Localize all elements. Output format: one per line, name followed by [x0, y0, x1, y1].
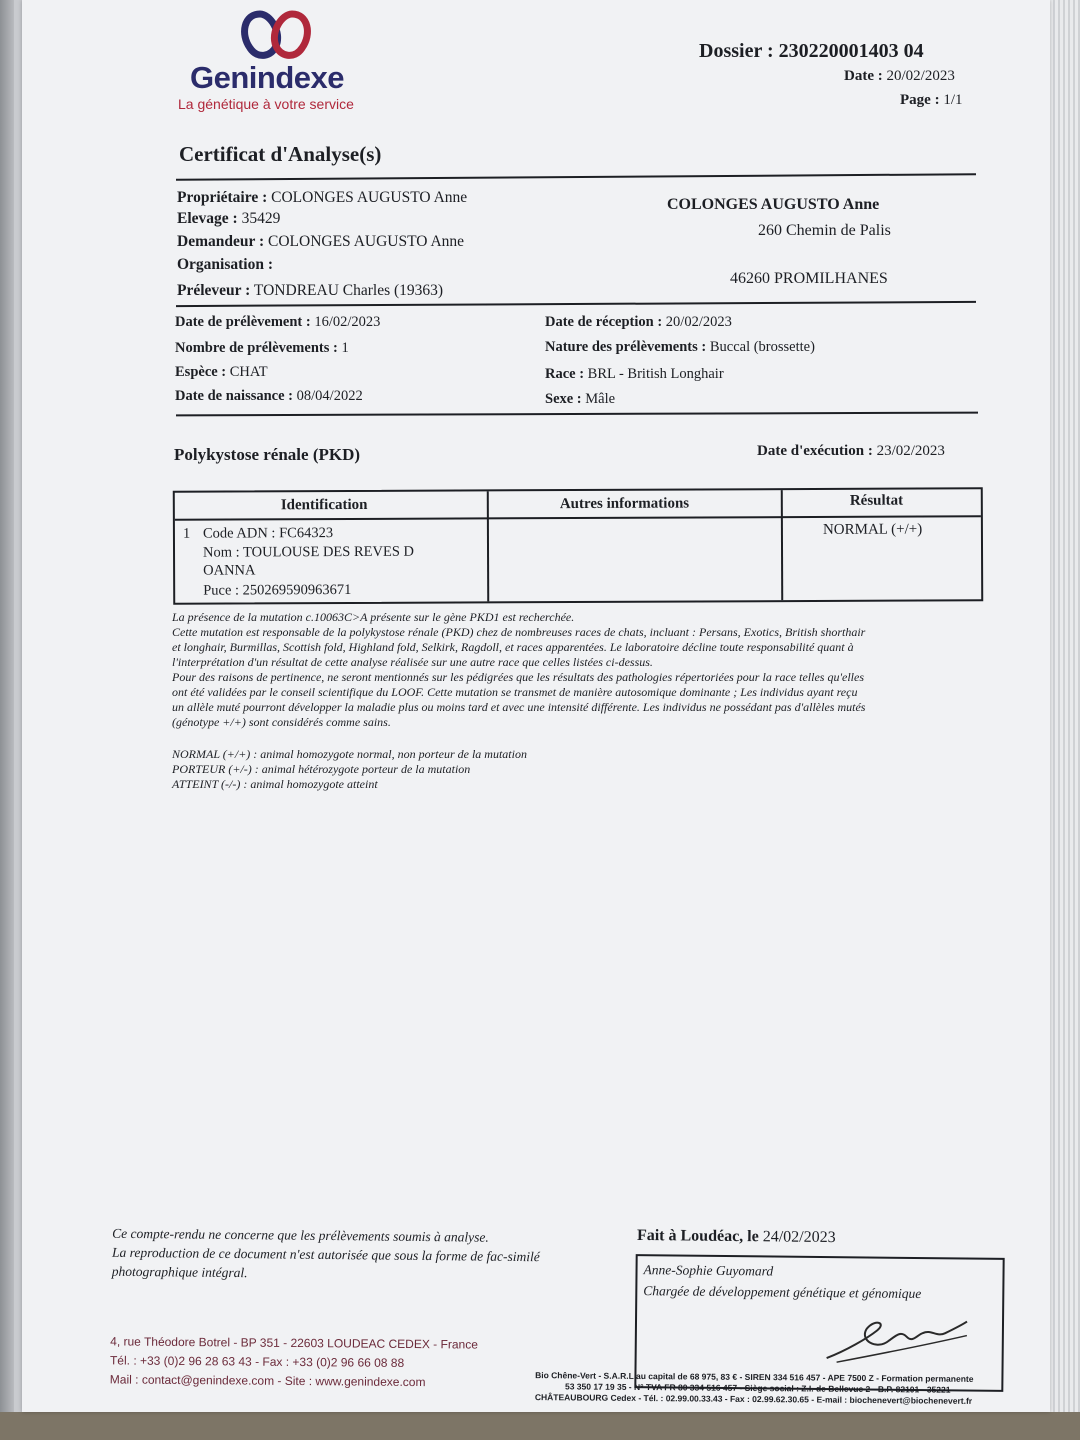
date-value: 20/02/2023: [886, 68, 955, 84]
divider: [176, 173, 976, 181]
note-line: ont été validées par le conseil scientifique du LOOF. Cette mutation se transmet de manière autosomique dominante ; Les individus ayant reçu: [172, 685, 858, 699]
date-prelevement-label: Date de prélèvement :: [175, 314, 311, 330]
certificate-page: [22, 0, 1050, 1412]
legend-atteint: ATTEINT (-/-) : animal homozygote atteint: [172, 777, 378, 791]
proprietaire-value: COLONGES AUGUSTO Anne: [271, 189, 468, 206]
background-strip: [0, 1412, 1080, 1440]
footer-mail: Mail : contact@genindexe.com - Site : www.genindexe.com: [109, 1372, 426, 1390]
naissance-value: 08/04/2022: [296, 388, 363, 404]
nombre-value: 1: [341, 340, 349, 356]
row-index: 1: [182, 525, 191, 542]
row-resultat: NORMAL (+/+): [822, 521, 923, 538]
date-info: [844, 68, 955, 85]
address-city: 46260 PROMILHANES: [730, 270, 888, 287]
signatory-role: Chargée de développement génétique et génomique: [643, 1283, 922, 1302]
table-header-identification: Identification: [280, 496, 368, 514]
reception-line: [545, 314, 732, 331]
page-info: [900, 92, 963, 109]
note-line: et longhair, Burmillas, Scottish fold, Highland fold, Selkirk, Ragdoll, et races apparentées. Le laboratoire décline toute responsabilité quant à: [172, 640, 854, 654]
address-street: 260 Chemin de Palis: [758, 222, 891, 239]
footer-legal: [535, 1370, 974, 1407]
brand-tagline: La génétique à votre service: [178, 96, 354, 112]
proprietaire-label: Propriétaire :: [177, 189, 268, 206]
dossier-label: Dossier :: [699, 40, 774, 62]
elevage-value: 35429: [241, 210, 281, 227]
address-name: COLONGES AUGUSTO Anne: [667, 196, 880, 213]
nombre-label: Nombre de prélèvements :: [175, 340, 338, 356]
date-prelevement-value: 16/02/2023: [314, 314, 381, 330]
handwritten-signature-icon: [817, 1310, 978, 1372]
preleveur-value: TONDREAU Charles (19363): [253, 282, 444, 299]
signature-place: Fait à Loudéac, le: [636, 1226, 759, 1246]
dossier-number: 230220001403 04: [778, 40, 924, 62]
page-value: 1/1: [943, 92, 963, 108]
elevage-label: Elevage :: [177, 210, 238, 227]
sexe-label: Sexe :: [545, 391, 582, 407]
race-value: BRL - British Longhair: [587, 366, 724, 382]
table-header-resultat: Résultat: [849, 492, 904, 509]
elevage-line: [177, 210, 280, 228]
signatory-name: Anne-Sophie Guyomard: [643, 1262, 774, 1279]
race-line: [545, 366, 724, 383]
execution-line: [757, 443, 945, 460]
table-column-divider: [487, 491, 489, 601]
legal-line: 53 350 17 19 35 - N° TVA FR 80 334 516 457 - Siège social : Z.I. de Bellevue 2 - B.P. 82101 - 35221: [564, 1381, 951, 1395]
footer-address: 4, rue Théodore Botrel - BP 351 - 22603 LOUDEAC CEDEX - France: [110, 1334, 478, 1352]
sexe-line: [545, 391, 615, 408]
footer-phone: Tél. : +33 (0)2 96 28 63 43 - Fax : +33 (0)2 96 66 08 88: [109, 1353, 405, 1370]
disclaimer-line: Ce compte-rendu ne concerne que les prélèvements soumis à analyse.: [112, 1225, 489, 1245]
page-title: Certificat d'Analyse(s): [179, 142, 382, 166]
date-prelevement-line: [175, 314, 380, 331]
reception-value: 20/02/2023: [665, 314, 732, 330]
signature-date: 24/02/2023: [762, 1228, 836, 1247]
organisation-label: Organisation :: [177, 256, 274, 273]
note-line: La présence de la mutation c.10063C>A présente sur le gène PKD1 est recherchée.: [172, 610, 575, 624]
nature-label: Nature des prélèvements :: [545, 339, 707, 355]
dossier-info: [699, 40, 924, 63]
preleveur-line: [177, 282, 443, 300]
date-label: Date :: [844, 68, 883, 84]
note-line: Pour des raisons de pertinence, ne seront mentionnés sur les pédigrées que les résultats des pathologies répertoriées pour la race telles qu'elles: [172, 670, 865, 684]
espece-line: [175, 364, 268, 381]
footer-contact: [110, 1332, 478, 1392]
reception-label: Date de réception :: [545, 314, 663, 330]
note-line: Cette mutation est responsable de la polykystose rénale (PKD) chez de nombreuses races de chats, incluant : Persans, Exotics, British shorthair: [172, 625, 866, 639]
genotype-legend: [172, 747, 527, 792]
signature-place-line: [637, 1227, 836, 1247]
sexe-value: Mâle: [585, 391, 616, 407]
nombre-line: [175, 340, 349, 357]
binder-edge-left: [0, 0, 14, 1440]
legend-porteur: PORTEUR (+/-) : animal hétérozygote porteur de la mutation: [172, 762, 471, 776]
nature-line: [545, 339, 815, 356]
execution-label: Date d'exécution :: [757, 443, 873, 459]
owner-line: [177, 189, 467, 207]
notes-block: [172, 610, 865, 730]
row-nom-continued: OANNA: [203, 562, 256, 579]
table-header-divider: [175, 515, 981, 521]
divider: [176, 412, 978, 417]
divider: [176, 301, 976, 307]
disclaimer: [112, 1224, 540, 1285]
race-label: Race :: [545, 366, 585, 382]
preleveur-label: Préleveur :: [177, 282, 251, 299]
row-nom: Nom : TOULOUSE DES REVES D: [202, 543, 414, 561]
espece-value: CHAT: [229, 364, 268, 380]
note-line: un allèle muté pourront développer la maladie plus ou moins tard et avec une intensité différente. Les individus ne possédant pas d'allèles mutés: [172, 700, 866, 714]
disclaimer-line: photographique intégral.: [111, 1263, 248, 1281]
naissance-label: Date de naissance :: [175, 388, 294, 404]
espece-label: Espèce :: [175, 364, 227, 380]
disclaimer-line: La reproduction de ce document n'est autorisée que sous la forme de fac-similé: [111, 1244, 540, 1265]
note-line: (génotype +/+) sont considérés comme sains.: [172, 715, 391, 729]
execution-value: 23/02/2023: [876, 443, 945, 459]
note-line: l'interprétation d'un résultat de cette analyse réalisée sur une autre race que celles listées ci-dessus.: [172, 655, 653, 669]
naissance-line: [175, 388, 363, 405]
demandeur-value: COLONGES AUGUSTO Anne: [268, 233, 465, 250]
page-label: Page :: [900, 92, 940, 108]
row-code-adn: Code ADN : FC64323: [202, 525, 334, 542]
table-column-divider: [781, 490, 783, 600]
demandeur-label: Demandeur :: [177, 233, 265, 250]
legal-line: Bio Chêne-Vert - S.A.R.L au capital de 68 975, 83 € - SIREN 334 516 457 - APE 7500 Z - Formation permanente: [535, 1370, 974, 1384]
demandeur-line: [177, 233, 464, 251]
genindexe-logo-icon: [236, 8, 316, 66]
legend-normal: NORMAL (+/+) : animal homozygote normal, non porteur de la mutation: [172, 747, 527, 761]
nature-value: Buccal (brossette): [709, 339, 815, 355]
table-header-autres: Autres informations: [559, 495, 690, 513]
legal-line: CHÂTEAUBOURG Cedex - Tél. : 02.99.00.33.43 - Fax : 02.99.62.30.65 - E-mail : biochenevert@biochenevert.fr: [534, 1392, 973, 1406]
row-puce: Puce : 250269590963671: [203, 581, 352, 599]
brand-name: Genindexe: [190, 60, 344, 95]
binder-edge-right: [1050, 0, 1080, 1440]
results-table: [173, 487, 983, 605]
analysis-name: Polykystose rénale (PKD): [174, 445, 361, 464]
